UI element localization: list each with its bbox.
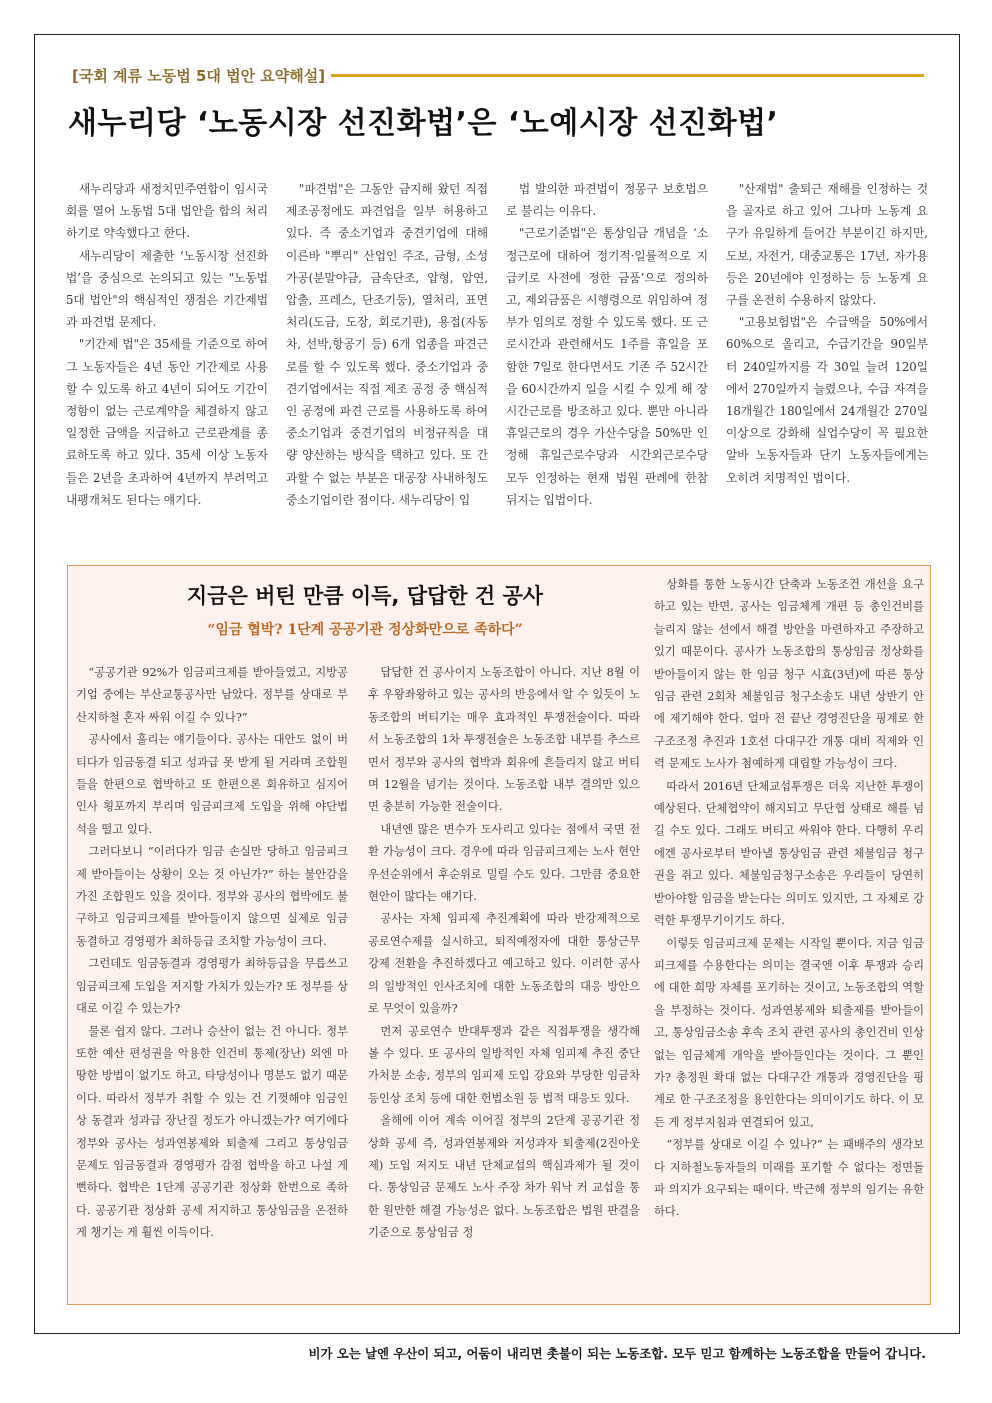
footer-slogan: 비가 오는 날엔 우산이 되고, 어둠이 내리면 촛불이 되는 노동조합. 모두 믿고 함께하는 노동조합을 만들어 갑니다. — [308, 1346, 926, 1361]
sidebar-paragraph: 물론 쉽지 않다. 그러나 승산이 없는 건 아니다. 정부 또한 예산 편성권을 악용한 인건비 통제(장난) 외엔 마땅한 방법이 없기도 하고, 타당성이나 명분도 없기 때문이다. 따라서 정부가 취할 수 있는 건 기껏해야 임금인상 동결과 성과급 장난질 정도가 아니겠는가? 여기에다 정부와 공사는 성과연봉제와 퇴출제 그리고 통상임금 문제도 임금동결과 경영평가 감점 협박을 하고 나설 게 뻔하다. 협박은 1단계 공공기관 정상화 한번으로 족하다. 공공기관 정상화 공세 저지하고 통상임금을 온전하게 챙기는 게 훨씬 이득이다. — [76, 1024, 348, 1240]
sidebar-paragraph: 상화를 통한 노동시간 단축과 노동조건 개선을 요구하고 있는 반면, 공사는 임금체계 개편 등 총인건비를 늘리지 않는 선에서 해결 방안을 마련하자고 주장하고 있기 때문이다. 공사가 노동조합의 통상임금 정상화를 받아들이지 않는 한 임금 청구 시효(3년)에 따른 통상임금 관련 2회차 체불임금 청구소송도 내년 상반기 안에 제기해야 한다. 얼마 전 끝난 경영진단을 핑계로 한 구조조정 추진과 1호선 다대구간 개통 대비 직제와 인력 문제도 노사가 첨예하게 대립할 가능성이 크다. — [654, 578, 924, 771]
article-column-3 — [506, 178, 708, 548]
sidebar-paragraph: 올해에 이어 계속 이어질 정부의 2단계 공공기관 정상화 공세 즉, 성과연봉제와 저성과자 퇴출제(2진아웃제) 도입 저지도 내년 단체교섭의 핵심과제가 될 것이다. 통상임금 문제도 노사 주장 차가 워낙 커 교섭을 통한 원만한 해결 가능성은 없다. 노동조합은 법원 판결을 기준으로 통상임금 정 — [368, 1114, 640, 1240]
sidebar-article-subtitle: “임금 협박? 1단계 공공기관 정상화만으로 족하다” — [207, 622, 523, 638]
sidebar-paragraph: 먼저 공로연수 반대투쟁과 같은 직접투쟁을 생각해 볼 수 있다. 또 공사의 일방적인 자체 임피제 추진 중단 가처분 소송, 정부의 임피제 도입 강요와 부당한 임금차등인상 조치 등에 대한 헌법소원 등 법적 대응도 있다. — [368, 1024, 640, 1105]
sidebar-paragraph: 이렇듯 임금피크제 문제는 시작일 뿐이다. 지금 임금피크제를 수용한다는 의미는 결국엔 이후 투쟁과 승리에 대한 희망 자체를 포기하는 것이고, 노동조합의 역할을 부정하는 것이다. 성과연봉제와 퇴출제를 받아들이고, 통상임금소송 후속 조치 관련 공사의 총인건비 인상 없는 임금체계 개악을 받아들인다는 것이다. 그 뿐인가? 총정원 확대 없는 다대구간 개통과 경영진단을 핑계로 한 구조조정을 용인한다는 의미이기도 하다. 이 모든 게 정부지침과 연결되어 있고, — [654, 936, 924, 1129]
sidebar-article-box — [67, 565, 931, 1305]
sidebar-article-title: 지금은 버틴 만큼 이득, 답답한 건 공사 — [186, 584, 544, 608]
sidebar-paragraph: “정부를 상대로 이길 수 있나?” 는 패배주의 생각보다 지하철노동자들의 미래를 포기할 수 없다는 정면돌파 의지가 요구되는 때이다. 박근혜 정부의 임기는 유한하다. — [654, 1138, 924, 1219]
sidebar-paragraph: 공사에서 흘리는 얘기들이다. 공사는 대안도 없이 버티다가 임금동결 되고 성과급 못 받게 될 거라며 조합원들을 한편으로 협박하고 또 한편으론 회유하고 심지어 인사 횡포까지 부리며 임금피크제 도입을 위해 야단법석을 떨고 있다. — [76, 733, 348, 836]
sidebar-paragraph: 내년엔 많은 변수가 도사리고 있다는 점에서 국면 전환 가능성이 크다. 경우에 따라 임금피크제는 노사 현안 우선순위에서 후순위로 밀릴 수도 있다. 그만큼 중요한 현안이 많다는 얘기다. — [368, 822, 640, 904]
section-kicker: [국회 계류 노동법 5대 법안 요약해설] — [72, 66, 326, 85]
section-kicker-row — [72, 63, 924, 87]
article-paragraph: "고용보험법"은 수급액을 50%에서 60%으로 올리고, 수급기간을 90일부터 240일까지를 각 30일 늘려 120일에서 270일까지 늘렸으나, 수급 자격을 18개월간 180일에서 24개월간 270일 이상으로 강화해 실업수당이 꼭 필요한 알바 노동자들과 단기 노동자들에게는 오히려 치명적인 법이다. — [726, 315, 928, 485]
article-column-1 — [66, 178, 268, 548]
sidebar-paragraph: 공사는 자체 임피제 추진계획에 따라 반강제적으로 공로연수제를 실시하고, 퇴직예정자에 대한 통상근무 강제 전환을 추진하겠다고 예고하고 있다. 이러한 공사의 일방적인 인사조치에 대한 노동조합의 대응 방안으로 무엇이 있을까? — [368, 912, 640, 1016]
sidebar-column-1 — [76, 662, 348, 1300]
article-paragraph: "산재법" 출퇴근 재해를 인정하는 것을 골자로 하고 있어 그나마 노동계 요구가 유일하게 들어간 부분이긴 하지만, 도보, 자전거, 대중교통은 17년, 자가용 등은 20년에야 인정하는 등 노동계 요구를 온전히 수용하지 않았다. — [726, 182, 928, 308]
article-paragraph: 새누리당이 제출한 ‘노동시장 선진화법’을 중심으로 논의되고 있는 "노동법 5대 법안"의 핵심적인 쟁점은 기간제법과 파견법 문제다. — [66, 248, 268, 330]
sidebar-column-3 — [654, 574, 924, 1300]
sidebar-paragraph: 답답한 건 공사이지 노동조합이 아니다. 지난 8월 이후 우왕좌왕하고 있는 공사의 반응에서 알 수 있듯이 노동조합의 버티기는 매우 효과적인 투쟁전술이다. 따라서 노동조합의 1차 투쟁전술은 노동조합 내부를 추스르면서 정부와 공사의 협박과 회유에 흔들리지 않고 버티며 12월을 넘기는 것이다. 노동조합 내부 결의만 있으면 충분히 가능한 전술이다. — [368, 666, 640, 814]
page-title: 새누리당 ‘노동시장 선진화법’은 ‘노예시장 선진화법’ — [68, 106, 779, 141]
article-paragraph: 법 발의한 파견법이 정몽구 보호법으로 불리는 이유다. — [506, 182, 708, 219]
sidebar-paragraph: 그러다보니 “이러다가 임금 손실만 당하고 임금피크제 받아들이는 상황이 오는 것 아닌가?” 하는 불안감을 가진 조합원도 있을 것이다. 정부와 공사의 협박에도 불구하고 임금피크제를 받아들이지 않으면 실제로 임금 동결하고 경영평가 최하등급 조치할 가능성이 크다. — [76, 845, 348, 948]
article-paragraph: "파견법"은 그동안 금지해 왔던 직접 제조공정에도 파견업을 일부 허용하고 있다. 즉 중소기업과 중견기업에 대해 이른바 "뿌리" 산업인 주조, 금형, 소성가공(분말야금, 금속단조, 압형, 압연, 압출, 프레스, 단조기둥), 열처리, 표면처리(도금, 도장, 회로기판), 용접(자동차, 선박,항공기 등) 6개 업종을 파견근로를 할 수 있도록 했다. 중소기업과 중견기업에서는 직접 제조 공정 중 핵심적인 공정에 파견 근로를 사용하도록 하여 중소기업과 중견기업의 비정규직을 대량 양산하는 방식을 택하고 있다. 또 간과할 수 없는 부분은 대공장 사내하청도 중소기업이란 점이다. 새누리당이 입 — [286, 182, 488, 507]
article-paragraph: "기간제 법"은 35세를 기준으로 하여 그 노동자들은 4년 동안 기간제로 사용할 수 있도록 하고 4년이 되어도 기간이 정함이 없는 근로계약을 체결하지 않고 일정한 금액을 지급하고 근로관계를 종료하도록 하고 있다. 35세 이상 노동자들은 2년을 초과하여 4년까지 부려먹고 내팽개쳐도 된다는 얘기다. — [66, 337, 268, 507]
sidebar-paragraph: 그런데도 임금동결과 경영평가 최하등급을 무릅쓰고 임금피크제 도입을 저지할 가치가 있는가? 또 정부를 상대로 이길 수 있는가? — [76, 957, 348, 1016]
sidebar-paragraph: “공공기관 92%가 임금피크제를 받아들였고, 지방공기업 중에는 부산교통공사만 남았다. 정부를 상대로 부산지하철 혼자 싸워 이길 수 있나?” — [76, 666, 348, 724]
sidebar-column-2 — [368, 662, 640, 1300]
kicker-rule — [331, 74, 924, 77]
article-column-2 — [286, 178, 488, 548]
article-column-4 — [726, 178, 928, 548]
article-paragraph: 새누리당과 새정치민주연합이 임시국회를 열어 노동법 5대 법안을 합의 처리하기로 약속했다고 한다. — [66, 182, 268, 241]
sidebar-paragraph: 따라서 2016년 단체교섭투쟁은 더욱 지난한 투쟁이 예상된다. 단체협약이 해지되고 무단협 상태로 해를 넘길 수도 있다. 그래도 버티고 싸워야 한다. 다행히 우리에겐 공사로부터 받아낼 통상임금 관련 체불임금 청구권을 쥐고 있다. 체불임금청구소송은 우리들이 당연히 받아야할 임금을 받는다는 의미도 있지만, 그 자체로 강력한 투쟁무기이기도 하다. — [654, 779, 924, 928]
article-body — [66, 178, 928, 548]
article-paragraph: "근로기준법"은 통상임금 개념을 ‘소정근로에 대하여 정기적·일률적으로 지급키로 사전에 정한 금품’으로 정의하고, 제외금품은 시행령으로 위임하여 정부가 임의로 정할 수 있도록 했다. 또 근로시간과 관련해서도 1주를 휴일을 포함한 7일로 한다면서도 기존 주 52시간을 60시간까지 일을 시킬 수 있게 해 장시간근로를 방조하고 있다. 뿐만 아니라 휴일근로의 경우 가산수당을 50%만 인정해 휴일근로수당과 시간외근로수당 모두 인정하는 현재 법원 판례에 한참 뒤지는 입법이다. — [506, 226, 708, 507]
